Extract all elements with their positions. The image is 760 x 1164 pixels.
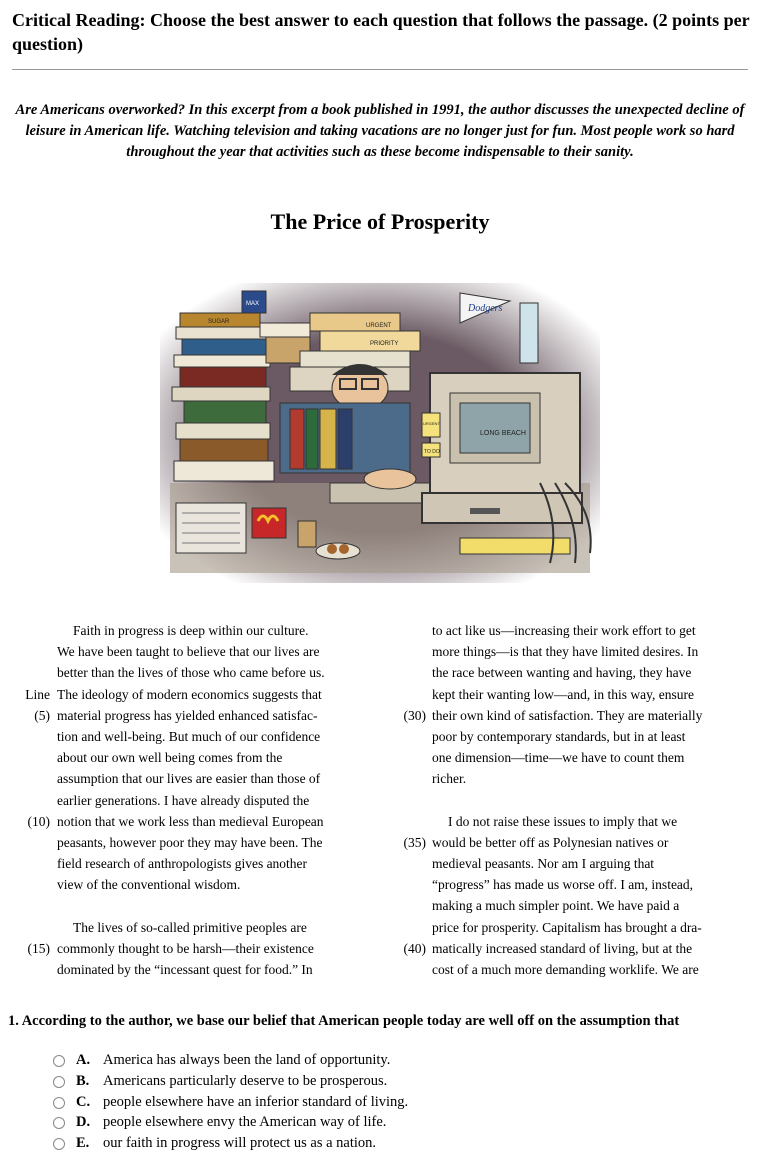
passage-line: would be better off as Polynesian natives or bbox=[432, 834, 669, 850]
instructions-header: Critical Reading: Choose the best answer to each question that follows the passage. (2 points per question) bbox=[12, 10, 750, 54]
answer-option-c[interactable] bbox=[53, 1094, 408, 1111]
passage-line: notion that we work less than medieval European bbox=[57, 813, 324, 829]
passage-line: I do not raise these issues to imply that we bbox=[448, 813, 678, 829]
passage-line: kept their wanting low—and, in this way, ensure bbox=[432, 686, 694, 702]
max-label: MAX bbox=[246, 301, 260, 307]
long-beach-label: LONG BEACH bbox=[480, 430, 526, 437]
divider bbox=[12, 69, 748, 70]
passage-line: peasants, however poor they may have been. The bbox=[57, 834, 323, 850]
passage-line: The lives of so-called primitive peoples are bbox=[73, 919, 307, 935]
radio-button[interactable] bbox=[53, 1076, 65, 1088]
passage-line: “progress” has made us worse off. I am, instead, bbox=[432, 877, 694, 893]
option-text: people elsewhere envy the American way of life. bbox=[103, 1114, 387, 1130]
passage-line: medieval peasants. Nor am I arguing that bbox=[432, 856, 655, 872]
passage-line bbox=[57, 895, 367, 916]
option-letter: E. bbox=[76, 1135, 90, 1151]
passage-line: price for prosperity. Capitalism has brought a dra- bbox=[432, 919, 702, 935]
passage-line: better than the lives of those who came before us. bbox=[57, 665, 325, 681]
radio-button[interactable] bbox=[53, 1138, 65, 1150]
question-1-text: 1. According to the author, we base our belief that American people today are well off on the assumption that bbox=[8, 1013, 680, 1029]
passage-line: The ideology of modern economics suggests that bbox=[57, 686, 322, 702]
option-text: our faith in progress will protect us as a nation. bbox=[103, 1135, 377, 1151]
passage-line: Faith in progress is deep within our culture. bbox=[73, 623, 309, 638]
passage-line: matically increased standard of living, but at the bbox=[432, 940, 693, 956]
option-text: Americans particularly deserve to be prosperous. bbox=[103, 1073, 388, 1089]
option-letter: D. bbox=[76, 1114, 91, 1130]
passage-line: about our own well being comes from the bbox=[57, 750, 283, 766]
passage-left-column bbox=[57, 620, 367, 980]
passage-line: to act like us—increasing their work effort to get bbox=[432, 623, 696, 638]
passage-line: material progress has yielded enhanced satisfac- bbox=[57, 707, 318, 723]
right-line-numbers: (30) (35) (40) bbox=[403, 707, 426, 956]
passage-title: The Price of Prosperity bbox=[270, 209, 490, 234]
passage-line: richer. bbox=[432, 771, 467, 787]
passage-intro: Are Americans overworked? In this excerpt from a book published in 1991, the author discusses the unexpected decline of leisure in American life. Watching television and taking vacations are no longer just for fun. Most people work so hard throughout the year that activities such as these become indispensable to their sanity. bbox=[15, 102, 745, 160]
urgent-label-2: URGENT bbox=[423, 421, 440, 426]
radio-button[interactable] bbox=[53, 1097, 65, 1109]
passage-line: their own kind of satisfaction. They are materially bbox=[432, 707, 703, 723]
passage-line: commonly thought to be harsh—their existence bbox=[57, 940, 314, 956]
passage-line: We have been taught to believe that our lives are bbox=[57, 644, 320, 660]
cluttered-desk-illustration bbox=[160, 283, 600, 583]
passage-line: one dimension—time—we have to count them bbox=[432, 750, 685, 766]
radio-button[interactable] bbox=[53, 1117, 65, 1129]
dodgers-label: Dodgers bbox=[468, 303, 503, 314]
passage-line: tion and well-being. But much of our confidence bbox=[57, 728, 321, 744]
passage-line: earlier generations. I have already disputed the bbox=[57, 792, 310, 808]
option-text: people elsewhere have an inferior standard of living. bbox=[103, 1094, 409, 1110]
passage-line: field research of anthropologists gives another bbox=[57, 856, 308, 872]
urgent-label-1: URGENT bbox=[366, 323, 392, 329]
passage-line: more things—is that they have limited desires. In bbox=[432, 644, 699, 660]
passage-line: cost of a much more demanding worklife. We are bbox=[432, 962, 699, 977]
passage-line: assumption that our lives are easier than those of bbox=[57, 771, 321, 787]
option-letter: A. bbox=[76, 1052, 91, 1068]
priority-label: PRIORITY bbox=[370, 341, 399, 347]
answer-option-d[interactable] bbox=[53, 1114, 386, 1131]
todo-label: TO DO bbox=[424, 449, 440, 455]
option-letter: C. bbox=[76, 1094, 91, 1110]
passage-line: the race between wanting and having, they have bbox=[432, 665, 692, 681]
option-letter: B. bbox=[76, 1073, 90, 1089]
option-text: America has always been the land of opportunity. bbox=[103, 1052, 391, 1068]
answer-option-b[interactable] bbox=[53, 1073, 387, 1090]
passage-line: making a much simpler point. We have paid a bbox=[432, 898, 680, 914]
passage-line: view of the conventional wisdom. bbox=[57, 877, 241, 893]
radio-button[interactable] bbox=[53, 1055, 65, 1067]
answer-option-e[interactable] bbox=[53, 1135, 376, 1152]
left-line-numbers: Line (5) (10) (15) bbox=[25, 686, 50, 956]
passage-right-column bbox=[432, 620, 752, 980]
passage-line: poor by contemporary standards, but in at least bbox=[432, 728, 686, 744]
passage-line: dominated by the “incessant quest for food.” In bbox=[57, 962, 313, 977]
sugar-label: SUGAR bbox=[208, 319, 230, 325]
passage-line bbox=[432, 790, 752, 811]
answer-option-a[interactable] bbox=[53, 1052, 390, 1069]
